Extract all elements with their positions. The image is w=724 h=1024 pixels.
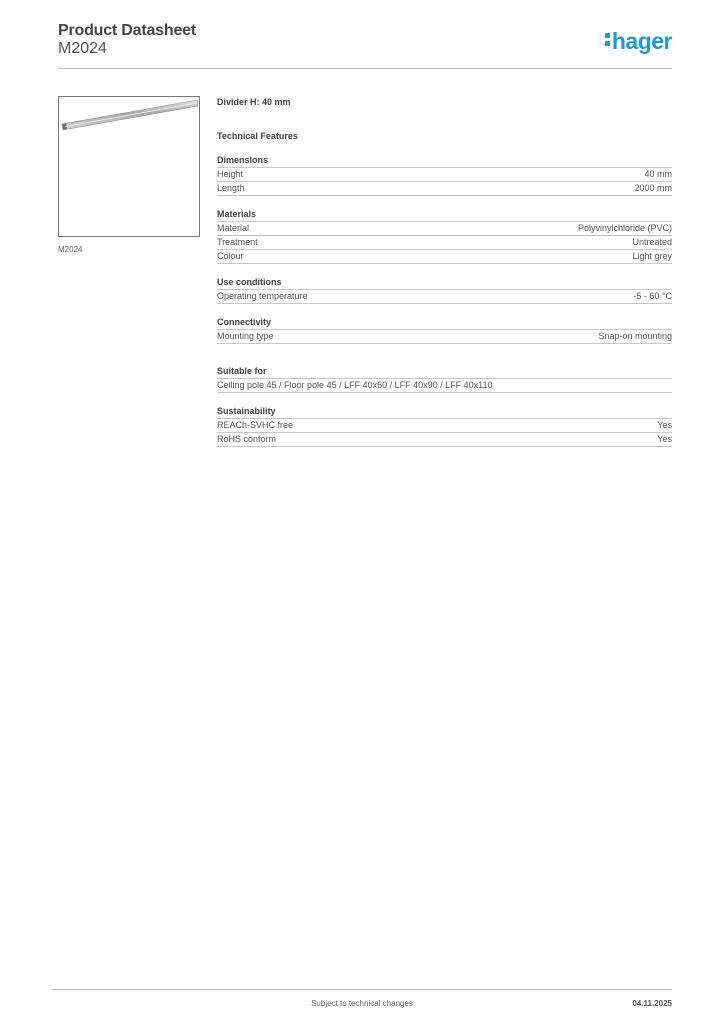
spec-value: -5 - 60 °C	[633, 291, 672, 301]
section-connectivity	[217, 317, 672, 344]
section-title: Use conditions	[217, 277, 672, 290]
logo-dots-icon	[605, 33, 610, 49]
section-title: Connectivity	[217, 317, 672, 330]
spec-value: Polyvinylchloride (PVC)	[577, 223, 672, 233]
spec-value: Untreated	[632, 237, 672, 247]
datasheet-content	[217, 96, 672, 447]
section-title: Dimensions	[217, 155, 672, 168]
spec-label: REACh-SVHC free	[217, 420, 294, 430]
spec-row	[217, 222, 672, 236]
spec-value: Yes	[657, 434, 672, 444]
spec-row	[217, 330, 672, 344]
spec-label: Operating temperature	[217, 291, 308, 301]
spec-label: Ceiling pole 45 / Floor pole 45 / LFF 40x60 / LFF 40x90 / LFF 40x110	[217, 380, 493, 390]
spec-label: Height	[217, 169, 244, 179]
spec-label: Colour	[217, 251, 244, 261]
image-caption: M2024	[58, 245, 83, 254]
page-header	[58, 22, 672, 68]
spec-label: Treatment	[217, 237, 258, 247]
divider-profile-icon	[59, 97, 199, 236]
spec-value: 2000 mm	[634, 183, 672, 193]
header-divider	[58, 68, 672, 69]
section-dimensions	[217, 155, 672, 196]
spec-row	[217, 433, 672, 447]
footer-divider	[52, 989, 672, 990]
section-title: Materials	[217, 209, 672, 222]
section-materials	[217, 209, 672, 264]
spec-row	[217, 250, 672, 264]
spec-value: 40 mm	[644, 169, 672, 179]
technical-features-title: Technical Features	[217, 131, 298, 141]
product-name: Divider H: 40 mm	[217, 97, 291, 107]
spec-label: RoHS conform	[217, 434, 277, 444]
hager-logo	[605, 28, 672, 55]
spec-row	[217, 168, 672, 182]
spec-label: Mounting type	[217, 331, 274, 341]
spec-row	[217, 419, 672, 433]
spec-value: Light grey	[632, 251, 672, 261]
footer-date: 04.11.2025	[632, 999, 672, 1008]
section-sustainability	[217, 406, 672, 447]
spec-value: Snap-on mounting	[598, 331, 672, 341]
product-code: M2024	[58, 40, 107, 57]
section-suitable-for	[217, 366, 672, 393]
section-use-conditions	[217, 277, 672, 304]
document-title: Product Datasheet	[58, 22, 196, 39]
spec-row	[217, 379, 672, 393]
spec-row	[217, 236, 672, 250]
logo-text: hager	[611, 28, 672, 54]
spec-row	[217, 182, 672, 196]
section-title: Suitable for	[217, 366, 672, 379]
spec-label: Material	[217, 223, 250, 233]
spec-row	[217, 290, 672, 304]
footer-note: Subject to technical changes	[311, 999, 413, 1008]
product-image	[58, 96, 200, 237]
spec-value: Yes	[657, 420, 672, 430]
section-title: Sustainability	[217, 406, 672, 419]
spec-label: Length	[217, 183, 245, 193]
